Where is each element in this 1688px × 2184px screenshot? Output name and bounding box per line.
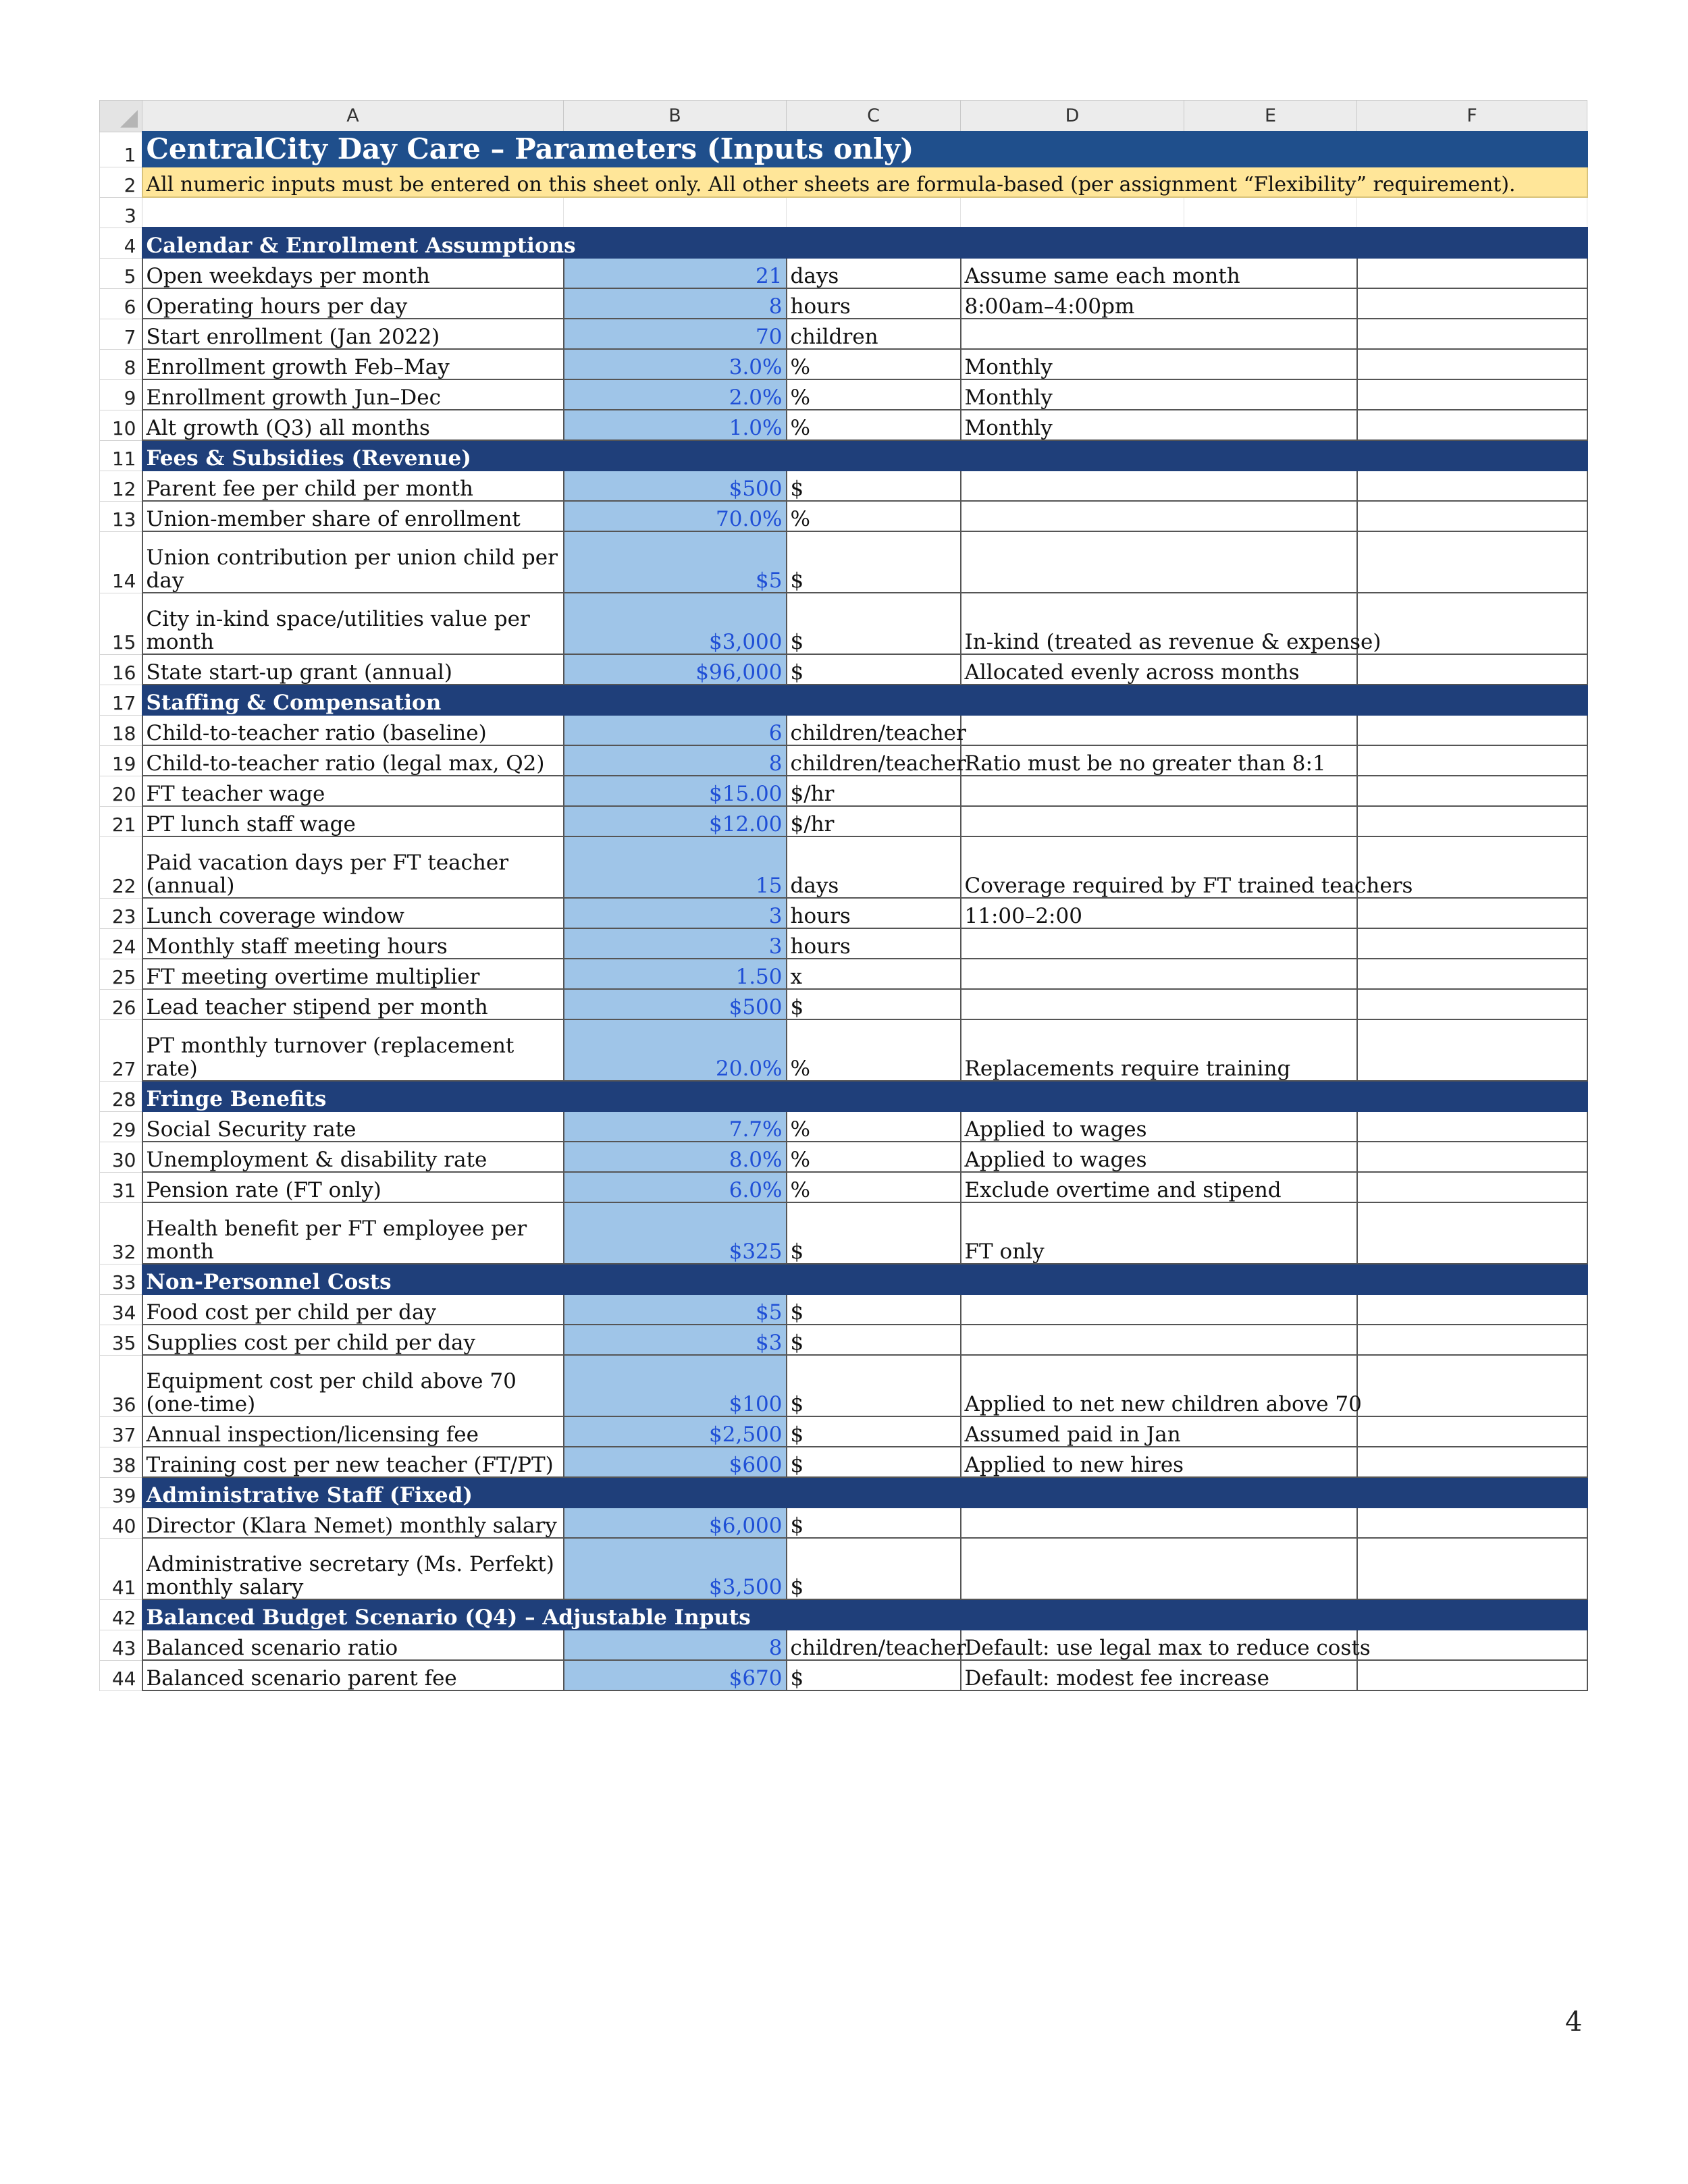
unit-cell[interactable]: $ <box>787 531 961 593</box>
sheet-row-17 <box>100 685 1587 715</box>
row-header-31[interactable]: 31 <box>100 1172 142 1202</box>
parameter-label[interactable]: PT monthly turnover (replacement rate) <box>142 1019 564 1081</box>
parameter-input-cell[interactable]: 70 <box>564 319 787 349</box>
column-header-a[interactable]: A <box>142 101 564 132</box>
parameter-label[interactable]: City in-kind space/utilities value per month <box>142 593 564 654</box>
instruction-note[interactable]: All numeric inputs must be entered on this sheet only. All other sheets are formula-based (per assignment “Flexibility” requirement). <box>142 167 1587 197</box>
row-header-37[interactable]: 37 <box>100 1416 142 1447</box>
empty-cell[interactable] <box>1357 745 1587 776</box>
sheet-row-34 <box>100 1294 1587 1325</box>
parameters-grid <box>99 100 1588 1691</box>
unit-cell[interactable]: % <box>787 379 961 410</box>
empty-cell[interactable] <box>787 197 961 228</box>
parameter-input-cell[interactable]: $2,500 <box>564 1416 787 1447</box>
sheet-row-26 <box>100 989 1587 1019</box>
unit-cell[interactable]: hours <box>787 928 961 959</box>
row-header-2[interactable]: 2 <box>100 167 142 197</box>
unit-cell[interactable]: % <box>787 1172 961 1202</box>
unit-cell[interactable]: % <box>787 1111 961 1142</box>
sheet-row-21 <box>100 806 1587 836</box>
row-header-28[interactable]: 28 <box>100 1081 142 1111</box>
parameter-label[interactable]: FT meeting overtime multiplier <box>142 959 564 989</box>
parameter-input-cell[interactable]: 6 <box>564 715 787 745</box>
row-header-39[interactable]: 39 <box>100 1477 142 1508</box>
section-header[interactable]: Fees & Subsidies (Revenue) <box>142 440 1587 471</box>
sheet-row-6 <box>100 288 1587 319</box>
empty-cell[interactable] <box>1357 1294 1587 1325</box>
row-header-40[interactable]: 40 <box>100 1508 142 1538</box>
sheet-row-8 <box>100 349 1587 379</box>
row-header-1[interactable]: 1 <box>100 132 142 167</box>
note-cell[interactable]: Default: use legal max to reduce costs <box>961 1630 1357 1660</box>
empty-cell[interactable] <box>1357 288 1587 319</box>
sheet-row-15 <box>100 593 1587 654</box>
empty-cell[interactable] <box>1357 1630 1587 1660</box>
unit-cell[interactable]: days <box>787 258 961 288</box>
row-header-20[interactable]: 20 <box>100 776 142 806</box>
empty-cell[interactable] <box>1357 593 1587 654</box>
empty-cell[interactable] <box>1357 501 1587 531</box>
empty-cell[interactable] <box>1357 654 1587 685</box>
parameter-input-cell[interactable]: $15.00 <box>564 776 787 806</box>
parameter-label[interactable]: Monthly staff meeting hours <box>142 928 564 959</box>
parameter-input-cell[interactable]: 1.0% <box>564 410 787 440</box>
note-cell[interactable]: Coverage required by FT trained teachers <box>961 836 1357 898</box>
sheet-row-40 <box>100 1508 1587 1538</box>
parameter-input-cell[interactable]: 3 <box>564 898 787 928</box>
section-header[interactable]: Administrative Staff (Fixed) <box>142 1477 1587 1508</box>
parameter-label[interactable]: Lead teacher stipend per month <box>142 989 564 1019</box>
empty-cell[interactable] <box>1357 1660 1587 1690</box>
unit-cell[interactable]: children/teacher <box>787 1630 961 1660</box>
empty-cell[interactable] <box>1357 1019 1587 1081</box>
empty-cell[interactable] <box>1357 319 1587 349</box>
note-cell[interactable] <box>961 928 1357 959</box>
sheet-row-9 <box>100 379 1587 410</box>
section-header[interactable]: Fringe Benefits <box>142 1081 1587 1111</box>
empty-cell[interactable] <box>1357 379 1587 410</box>
parameter-input-cell[interactable]: 21 <box>564 258 787 288</box>
unit-cell[interactable]: % <box>787 349 961 379</box>
section-header[interactable]: Calendar & Enrollment Assumptions <box>142 228 1587 258</box>
parameter-input-cell[interactable]: $3,500 <box>564 1538 787 1599</box>
sheet-row-19 <box>100 745 1587 776</box>
empty-cell[interactable] <box>1357 531 1587 593</box>
page-number: 4 <box>1565 2006 1583 2037</box>
unit-cell[interactable]: $ <box>787 1447 961 1477</box>
sheet-row-31 <box>100 1172 1587 1202</box>
sheet-row-12 <box>100 471 1587 501</box>
parameter-label[interactable]: Enrollment growth Feb–May <box>142 349 564 379</box>
unit-cell[interactable]: $ <box>787 1325 961 1355</box>
sheet-row-20 <box>100 776 1587 806</box>
note-cell[interactable] <box>961 1325 1357 1355</box>
row-header-33[interactable]: 33 <box>100 1264 142 1294</box>
parameter-label[interactable]: Health benefit per FT employee per month <box>142 1202 564 1264</box>
note-cell[interactable] <box>961 531 1357 593</box>
unit-cell[interactable]: $ <box>787 654 961 685</box>
column-header-b[interactable]: B <box>564 101 787 132</box>
column-header-c[interactable]: C <box>787 101 961 132</box>
parameter-label[interactable]: Balanced scenario parent fee <box>142 1660 564 1690</box>
sheet-row-27 <box>100 1019 1587 1081</box>
row-header-43[interactable]: 43 <box>100 1630 142 1660</box>
unit-cell[interactable]: $ <box>787 1508 961 1538</box>
row-header-12[interactable]: 12 <box>100 471 142 501</box>
unit-cell[interactable]: $ <box>787 1538 961 1599</box>
sheet-row-44 <box>100 1660 1587 1690</box>
parameter-input-cell[interactable]: $3 <box>564 1325 787 1355</box>
row-header-18[interactable]: 18 <box>100 715 142 745</box>
parameter-input-cell[interactable]: $5 <box>564 1294 787 1325</box>
parameter-label[interactable]: Union contribution per union child per day <box>142 531 564 593</box>
row-header-38[interactable]: 38 <box>100 1447 142 1477</box>
parameter-label[interactable]: Child-to-teacher ratio (baseline) <box>142 715 564 745</box>
sheet-row-36 <box>100 1355 1587 1416</box>
parameter-label[interactable]: Food cost per child per day <box>142 1294 564 1325</box>
row-header-8[interactable]: 8 <box>100 349 142 379</box>
empty-cell[interactable] <box>961 197 1184 228</box>
note-cell[interactable] <box>961 959 1357 989</box>
parameter-input-cell[interactable]: 20.0% <box>564 1019 787 1081</box>
sheet-row-5 <box>100 258 1587 288</box>
row-header-19[interactable]: 19 <box>100 745 142 776</box>
sheet-row-14 <box>100 531 1587 593</box>
note-cell[interactable]: Assumed paid in Jan <box>961 1416 1357 1447</box>
parameter-label[interactable]: Training cost per new teacher (FT/PT) <box>142 1447 564 1477</box>
parameter-input-cell[interactable]: $500 <box>564 471 787 501</box>
sheet-row-23 <box>100 898 1587 928</box>
row-header-36[interactable]: 36 <box>100 1355 142 1416</box>
sheet-row-35 <box>100 1325 1587 1355</box>
empty-cell[interactable] <box>1357 1325 1587 1355</box>
note-cell[interactable]: Default: modest fee increase <box>961 1660 1357 1690</box>
row-header-21[interactable]: 21 <box>100 806 142 836</box>
row-header-7[interactable]: 7 <box>100 319 142 349</box>
section-header[interactable]: Balanced Budget Scenario (Q4) – Adjustable Inputs <box>142 1599 1587 1630</box>
row-header-42[interactable]: 42 <box>100 1599 142 1630</box>
parameter-input-cell[interactable]: $96,000 <box>564 654 787 685</box>
empty-cell[interactable] <box>1357 197 1587 228</box>
row-header-35[interactable]: 35 <box>100 1325 142 1355</box>
empty-cell[interactable] <box>1357 1508 1587 1538</box>
row-header-17[interactable]: 17 <box>100 685 142 715</box>
empty-cell[interactable] <box>1357 1355 1587 1416</box>
note-cell[interactable]: Exclude overtime and stipend <box>961 1172 1357 1202</box>
row-header-10[interactable]: 10 <box>100 410 142 440</box>
column-header-row <box>100 101 1587 132</box>
empty-cell[interactable] <box>1357 989 1587 1019</box>
parameter-label[interactable]: Supplies cost per child per day <box>142 1325 564 1355</box>
empty-cell[interactable] <box>1357 806 1587 836</box>
empty-cell[interactable] <box>1357 1142 1587 1172</box>
unit-cell[interactable]: $ <box>787 989 961 1019</box>
empty-cell[interactable] <box>1357 959 1587 989</box>
parameter-input-cell[interactable]: $3,000 <box>564 593 787 654</box>
note-cell[interactable]: Applied to new hires <box>961 1447 1357 1477</box>
sheet-row-1 <box>100 132 1587 167</box>
sheet-row-37 <box>100 1416 1587 1447</box>
unit-cell[interactable]: $ <box>787 1294 961 1325</box>
note-cell[interactable]: 11:00–2:00 <box>961 898 1357 928</box>
note-cell[interactable]: Applied to wages <box>961 1111 1357 1142</box>
row-header-14[interactable]: 14 <box>100 531 142 593</box>
row-header-26[interactable]: 26 <box>100 989 142 1019</box>
parameter-label[interactable]: Pension rate (FT only) <box>142 1172 564 1202</box>
note-cell[interactable]: 8:00am–4:00pm <box>961 288 1357 319</box>
note-cell[interactable]: Monthly <box>961 349 1357 379</box>
note-cell[interactable] <box>961 715 1357 745</box>
parameter-label[interactable]: Director (Klara Nemet) monthly salary <box>142 1508 564 1538</box>
sheet-row-32 <box>100 1202 1587 1264</box>
unit-cell[interactable]: $ <box>787 471 961 501</box>
sheet-row-22 <box>100 836 1587 898</box>
empty-cell[interactable] <box>1357 776 1587 806</box>
unit-cell[interactable]: % <box>787 1142 961 1172</box>
parameter-label[interactable]: Enrollment growth Jun–Dec <box>142 379 564 410</box>
parameter-label[interactable]: Lunch coverage window <box>142 898 564 928</box>
unit-cell[interactable]: $/hr <box>787 806 961 836</box>
note-cell[interactable]: Monthly <box>961 410 1357 440</box>
empty-cell[interactable] <box>1357 410 1587 440</box>
parameter-input-cell[interactable]: 8.0% <box>564 1142 787 1172</box>
unit-cell[interactable]: $ <box>787 1202 961 1264</box>
row-header-15[interactable]: 15 <box>100 593 142 654</box>
row-header-25[interactable]: 25 <box>100 959 142 989</box>
row-header-44[interactable]: 44 <box>100 1660 142 1690</box>
row-header-4[interactable]: 4 <box>100 228 142 258</box>
parameter-input-cell[interactable]: 15 <box>564 836 787 898</box>
parameter-input-cell[interactable]: $670 <box>564 1660 787 1690</box>
sheet-row-42 <box>100 1599 1587 1630</box>
empty-cell[interactable] <box>1357 1538 1587 1599</box>
parameter-input-cell[interactable]: 2.0% <box>564 379 787 410</box>
row-header-13[interactable]: 13 <box>100 501 142 531</box>
row-header-41[interactable]: 41 <box>100 1538 142 1599</box>
section-header[interactable]: Staffing & Compensation <box>142 685 1587 715</box>
parameter-input-cell[interactable]: 3.0% <box>564 349 787 379</box>
parameter-label[interactable]: Child-to-teacher ratio (legal max, Q2) <box>142 745 564 776</box>
note-cell[interactable] <box>961 1508 1357 1538</box>
parameter-input-cell[interactable]: $100 <box>564 1355 787 1416</box>
sheet-row-29 <box>100 1111 1587 1142</box>
note-cell[interactable]: Replacements require training <box>961 1019 1357 1081</box>
sheet-row-39 <box>100 1477 1587 1508</box>
empty-cell[interactable] <box>1357 715 1587 745</box>
parameter-input-cell[interactable]: 7.7% <box>564 1111 787 1142</box>
row-header-11[interactable]: 11 <box>100 440 142 471</box>
parameter-label[interactable]: State start-up grant (annual) <box>142 654 564 685</box>
parameter-label[interactable]: Start enrollment (Jan 2022) <box>142 319 564 349</box>
unit-cell[interactable]: hours <box>787 898 961 928</box>
note-cell[interactable]: Assume same each month <box>961 258 1357 288</box>
column-header-e[interactable]: E <box>1184 101 1357 132</box>
sheet-row-2 <box>100 167 1587 197</box>
parameter-input-cell[interactable]: 8 <box>564 745 787 776</box>
unit-cell[interactable]: % <box>787 1019 961 1081</box>
note-cell[interactable] <box>961 1294 1357 1325</box>
unit-cell[interactable]: $ <box>787 1355 961 1416</box>
row-header-29[interactable]: 29 <box>100 1111 142 1142</box>
note-cell[interactable] <box>961 989 1357 1019</box>
parameter-label[interactable]: Annual inspection/licensing fee <box>142 1416 564 1447</box>
empty-cell[interactable] <box>1357 1111 1587 1142</box>
empty-cell[interactable] <box>142 197 564 228</box>
empty-cell[interactable] <box>1357 258 1587 288</box>
note-cell[interactable]: Monthly <box>961 379 1357 410</box>
select-all-corner[interactable] <box>100 101 142 132</box>
empty-cell[interactable] <box>564 197 787 228</box>
sheet-row-41 <box>100 1538 1587 1599</box>
row-header-27[interactable]: 27 <box>100 1019 142 1081</box>
note-cell[interactable] <box>961 806 1357 836</box>
sheet-row-11 <box>100 440 1587 471</box>
note-cell[interactable] <box>961 776 1357 806</box>
row-header-24[interactable]: 24 <box>100 928 142 959</box>
empty-cell[interactable] <box>1357 1447 1587 1477</box>
unit-cell[interactable]: % <box>787 410 961 440</box>
row-header-6[interactable]: 6 <box>100 288 142 319</box>
sheet-row-25 <box>100 959 1587 989</box>
note-cell[interactable]: FT only <box>961 1202 1357 1264</box>
sheet-row-28 <box>100 1081 1587 1111</box>
row-header-3[interactable]: 3 <box>100 197 142 228</box>
column-header-d[interactable]: D <box>961 101 1184 132</box>
row-header-5[interactable]: 5 <box>100 258 142 288</box>
empty-cell[interactable] <box>1357 928 1587 959</box>
unit-cell[interactable]: % <box>787 501 961 531</box>
parameter-label[interactable]: FT teacher wage <box>142 776 564 806</box>
note-cell[interactable]: In-kind (treated as revenue & expense) <box>961 593 1357 654</box>
sheet-row-33 <box>100 1264 1587 1294</box>
parameter-input-cell[interactable]: $325 <box>564 1202 787 1264</box>
row-header-32[interactable]: 32 <box>100 1202 142 1264</box>
parameter-label[interactable]: Unemployment & disability rate <box>142 1142 564 1172</box>
parameter-input-cell[interactable]: 8 <box>564 1630 787 1660</box>
spreadsheet <box>99 100 1587 1691</box>
parameter-input-cell[interactable]: $500 <box>564 989 787 1019</box>
parameter-label[interactable]: Equipment cost per child above 70 (one-time) <box>142 1355 564 1416</box>
note-cell[interactable]: Applied to wages <box>961 1142 1357 1172</box>
parameter-label[interactable]: Alt growth (Q3) all months <box>142 410 564 440</box>
parameter-label[interactable]: Social Security rate <box>142 1111 564 1142</box>
parameter-label[interactable]: Operating hours per day <box>142 288 564 319</box>
row-header-34[interactable]: 34 <box>100 1294 142 1325</box>
unit-cell[interactable]: children/teacher <box>787 715 961 745</box>
parameter-label[interactable]: Paid vacation days per FT teacher (annual) <box>142 836 564 898</box>
empty-cell[interactable] <box>1357 471 1587 501</box>
empty-cell[interactable] <box>1357 898 1587 928</box>
note-cell[interactable]: Allocated evenly across months <box>961 654 1357 685</box>
sheet-row-18 <box>100 715 1587 745</box>
parameter-input-cell[interactable]: 1.50 <box>564 959 787 989</box>
parameter-input-cell[interactable]: $6,000 <box>564 1508 787 1538</box>
sheet-row-30 <box>100 1142 1587 1172</box>
row-header-16[interactable]: 16 <box>100 654 142 685</box>
row-header-9[interactable]: 9 <box>100 379 142 410</box>
column-header-f[interactable]: F <box>1357 101 1587 132</box>
note-cell[interactable] <box>961 471 1357 501</box>
unit-cell[interactable]: $ <box>787 1416 961 1447</box>
note-cell[interactable]: Ratio must be no greater than 8:1 <box>961 745 1357 776</box>
parameter-label[interactable]: Parent fee per child per month <box>142 471 564 501</box>
parameter-input-cell[interactable]: 3 <box>564 928 787 959</box>
unit-cell[interactable]: days <box>787 836 961 898</box>
parameter-input-cell[interactable]: 70.0% <box>564 501 787 531</box>
unit-cell[interactable]: children/teacher <box>787 745 961 776</box>
note-cell[interactable] <box>961 1538 1357 1599</box>
sheet-row-7 <box>100 319 1587 349</box>
sheet-row-16 <box>100 654 1587 685</box>
empty-cell[interactable] <box>1357 1416 1587 1447</box>
sheet-row-3 <box>100 197 1587 228</box>
empty-cell[interactable] <box>1357 1202 1587 1264</box>
sheet-row-24 <box>100 928 1587 959</box>
parameter-label[interactable]: Balanced scenario ratio <box>142 1630 564 1660</box>
unit-cell[interactable]: $/hr <box>787 776 961 806</box>
parameter-label[interactable]: PT lunch staff wage <box>142 806 564 836</box>
parameter-input-cell[interactable]: $5 <box>564 531 787 593</box>
section-header[interactable]: Non-Personnel Costs <box>142 1264 1587 1294</box>
parameter-input-cell[interactable]: $12.00 <box>564 806 787 836</box>
parameter-input-cell[interactable]: 8 <box>564 288 787 319</box>
unit-cell[interactable]: x <box>787 959 961 989</box>
note-cell[interactable] <box>961 501 1357 531</box>
sheet-title[interactable]: CentralCity Day Care – Parameters (Inputs only) <box>142 132 1587 167</box>
parameter-input-cell[interactable]: 6.0% <box>564 1172 787 1202</box>
row-header-22[interactable]: 22 <box>100 836 142 898</box>
sheet-row-43 <box>100 1630 1587 1660</box>
row-header-30[interactable]: 30 <box>100 1142 142 1172</box>
empty-cell[interactable] <box>1357 1172 1587 1202</box>
parameter-label[interactable]: Administrative secretary (Ms. Perfekt) monthly salary <box>142 1538 564 1599</box>
unit-cell[interactable]: $ <box>787 593 961 654</box>
note-cell[interactable]: Applied to net new children above 70 <box>961 1355 1357 1416</box>
row-header-23[interactable]: 23 <box>100 898 142 928</box>
empty-cell[interactable] <box>1184 197 1357 228</box>
parameter-input-cell[interactable]: $600 <box>564 1447 787 1477</box>
sheet-row-4 <box>100 228 1587 258</box>
parameter-label[interactable]: Open weekdays per month <box>142 258 564 288</box>
sheet-row-10 <box>100 410 1587 440</box>
unit-cell[interactable]: hours <box>787 288 961 319</box>
sheet-row-13 <box>100 501 1587 531</box>
unit-cell[interactable]: children <box>787 319 961 349</box>
empty-cell[interactable] <box>1357 349 1587 379</box>
parameter-label[interactable]: Union-member share of enrollment <box>142 501 564 531</box>
sheet-row-38 <box>100 1447 1587 1477</box>
note-cell[interactable] <box>961 319 1357 349</box>
unit-cell[interactable]: $ <box>787 1660 961 1690</box>
